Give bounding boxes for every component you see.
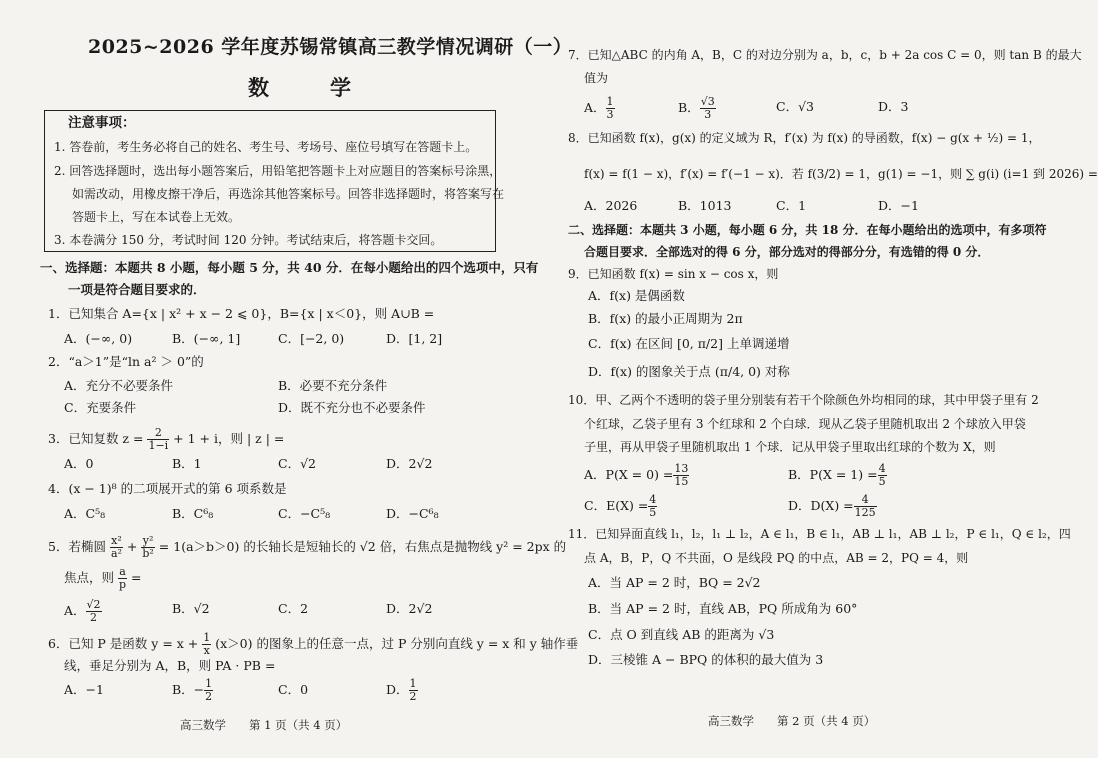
q9-option-c: C．f(x) 在区间 [0, π/2] 上单调递增 — [588, 336, 790, 351]
q8-option-b: B．1013 — [678, 198, 732, 213]
section-2-line-1: 二、选择题：本题共 3 小题，每小题 6 分，共 18 分．在每小题给出的选项中，有多项符 — [568, 223, 1047, 237]
q4-option-c: C．−C⁵₈ — [278, 506, 331, 521]
question-8-stem-line-2: f(x) = f(1 − x)，f′(x) = f′(−1 − x)．若 f(3/2) = 1，g(1) = −1，则 ∑ g(i) (i=1 到 2026) = — [584, 167, 1098, 181]
notice-heading: 注意事项： — [68, 115, 136, 131]
q5-option-c: C．2 — [278, 601, 309, 616]
section-2-line-2: 合题目要求．全部选对的得 6 分，部分选对的得部分分，有选错的得 0 分． — [584, 245, 990, 259]
section-1-line-1: 一、选择题：本题共 8 小题，每小题 5 分，共 40 分．在每小题给出的四个选项中，只有 — [40, 260, 539, 275]
question-1-stem: 1．已知集合 A={x | x² + x − 2 ⩽ 0}，B={x | x＜0}，则 A∪B = — [48, 306, 435, 321]
question-6-stem-line-2: 线，垂足分别为 A，B，则 PA · PB = — [64, 658, 276, 673]
q2-option-a: A．充分不必要条件 — [64, 378, 174, 393]
question-10-stem-line-1: 10．甲、乙两个不透明的袋子里分别装有若干个除颜色外均相同的球，其中甲袋子里有 2 — [568, 393, 1039, 407]
notice-line: 2. 回答选择题时，选出每小题答案后，用铅笔把答题卡上对应题目的答案标号涂黑， — [54, 164, 502, 178]
q11-option-b: B．当 AP = 2 时，直线 AB，PQ 所成角为 60° — [588, 601, 858, 616]
notice-line: 3. 本卷满分 150 分，考试时间 120 分钟。考试结束后，将答题卡交回。 — [54, 233, 443, 247]
q8-option-c: C．1 — [776, 198, 807, 213]
question-2-stem: 2．“a＞1”是“ln a² ＞ 0”的 — [48, 354, 204, 369]
fraction: $\frac{2}{1-i}$ — [148, 426, 169, 452]
q2-option-d: D．既不充分也不必要条件 — [278, 400, 426, 415]
q8-option-d: D．−1 — [878, 198, 919, 213]
notice-line: 答题卡上，写在本试卷上无效。 — [72, 210, 241, 224]
q10-option-b: B．P(X = 1) = $\frac{4}{5}$ — [788, 462, 886, 488]
q1-option-d: D．[1, 2] — [386, 331, 443, 346]
question-5-stem-line-2: 焦点，则 $\frac{a}{p}$ = — [64, 565, 142, 591]
question-4-stem: 4．(x − 1)⁸ 的二项展开式的第 6 项系数是 — [48, 481, 287, 496]
page-2-footer: 高三数学 第 2 页（共 4 页） — [708, 714, 876, 728]
notice-line: 1. 答卷前，考生务必将自己的姓名、考生号、考场号、座位号填写在答题卡上。 — [54, 140, 478, 154]
question-7-stem-line-1: 7．已知△ABC 的内角 A，B，C 的对边分别为 a，b，c，b + 2a cos C = 0，则 tan B 的最大 — [568, 48, 1082, 62]
q6-option-c: C．0 — [278, 682, 309, 697]
q9-option-b: B．f(x) 的最小正周期为 2π — [588, 311, 743, 326]
q1-option-c: C．[−2, 0) — [278, 331, 345, 346]
section-1-line-2: 一项是符合题目要求的． — [68, 282, 206, 297]
subject-title: 数 学 — [248, 75, 371, 100]
page-1-footer: 高三数学 第 1 页（共 4 页） — [180, 718, 348, 732]
question-9-stem: 9．已知函数 f(x) = sin x − cos x，则 — [568, 267, 779, 281]
q5-option-b: B．√2 — [172, 601, 210, 616]
question-10-stem-line-3: 子里，再从甲袋子里随机取出 1 个球．记从甲袋子里取出红球的个数为 X，则 — [584, 440, 996, 454]
notice-box — [44, 110, 496, 252]
question-6-stem-line-1: 6．已知 P 是函数 y = x + $\frac{1}{x}$ (x＞0) 的图象上的任意一点，过 P 分别向直线 y = x 和 y 轴作垂 — [48, 631, 579, 657]
q7-option-d: D．3 — [878, 99, 909, 114]
question-11-stem-line-2: 点 A，B，P，Q 不共面，O 是线段 PQ 的中点，AB = 2，PQ = 4，则 — [584, 551, 969, 565]
q5-option-a: A． $\frac{√2}{2}$ — [64, 598, 101, 624]
notice-line: 如需改动，用橡皮擦干净后，再选涂其他答案标号。回答非选择题时，将答案写在 — [72, 187, 505, 201]
q1-option-a: A．(−∞, 0) — [64, 331, 133, 346]
q4-option-b: B．C⁶₈ — [172, 506, 214, 521]
question-5-stem-line-1: 5．若椭圆 $\frac{\text{x²}}{\text{a²}}$ + $\frac{\text{y²}}{\text{b²}}$ = 1(a＞b＞0) 的长轴长是短轴长的 √2 倍，右焦点是抛物线 y² = 2px 的 — [48, 534, 567, 560]
q10-option-c: C．E(X) = $\frac{4}{5}$ — [584, 493, 657, 519]
q2-option-c: C．充要条件 — [64, 400, 137, 415]
q6-option-d: D． $\frac{1}{2}$ — [386, 677, 417, 703]
q3-option-a: A．0 — [64, 456, 94, 471]
question-10-stem-line-2: 个红球，乙袋子里有 3 个红球和 2 个白球．现从乙袋子里随机取出 2 个球放入甲袋 — [584, 417, 1026, 431]
q9-option-a: A．f(x) 是偶函数 — [588, 288, 685, 303]
q4-option-d: D．−C⁶₈ — [386, 506, 439, 521]
q7-option-a: A． $\frac{1}{3}$ — [584, 95, 614, 121]
q8-option-a: A．2026 — [584, 198, 638, 213]
question-11-stem-line-1: 11．已知异面直线 l₁，l₂，l₁ ⊥ l₂，A ∈ l₁，B ∈ l₁，AB ⊥ l₁，AB ⊥ l₂，P ∈ l₁，Q ∈ l₂，四 — [568, 527, 1071, 541]
question-3-stem: 3．已知复数 z = $\frac{2}{1-i}$ + 1 + i，则 | z | = — [48, 426, 285, 452]
q10-option-d: D．D(X) = $\frac{4}{125}$ — [788, 493, 876, 519]
q6-option-b: B．− $\frac{1}{2}$ — [172, 677, 213, 703]
q7-option-c: C．√3 — [776, 99, 814, 114]
q1-option-b: B．(−∞, 1] — [172, 331, 241, 346]
q11-option-c: C．点 O 到直线 AB 的距离为 √3 — [588, 627, 775, 642]
question-7-stem-line-2: 值为 — [584, 71, 609, 85]
page-2 — [548, 0, 1098, 758]
q7-option-b: B． $\frac{√3}{3}$ — [678, 95, 715, 121]
q6-option-a: A．−1 — [64, 682, 104, 697]
q3-option-c: C．√2 — [278, 456, 316, 471]
q5-option-d: D．2√2 — [386, 601, 433, 616]
q3-option-d: D．2√2 — [386, 456, 433, 471]
q11-option-d: D．三棱锥 A − BPQ 的体积的最大值为 3 — [588, 652, 824, 667]
q4-option-a: A．C⁵₈ — [64, 506, 106, 521]
q3-option-b: B．1 — [172, 456, 202, 471]
q10-option-a: A．P(X = 0) = $\frac{13}{15}$ — [584, 462, 689, 488]
q2-option-b: B．必要不充分条件 — [278, 378, 388, 393]
q9-option-d: D．f(x) 的图象关于点 (π/4, 0) 对称 — [588, 364, 790, 379]
question-8-stem-line-1: 8．已知函数 f(x)，g(x) 的定义域为 R，f′(x) 为 f(x) 的导函数，f(x) − g(x + ½) = 1， — [568, 131, 1041, 145]
q11-option-a: A．当 AP = 2 时，BQ = 2√2 — [588, 575, 761, 590]
exam-title: 2025~2026 学年度苏锡常镇高三教学情况调研（一） — [88, 36, 573, 58]
